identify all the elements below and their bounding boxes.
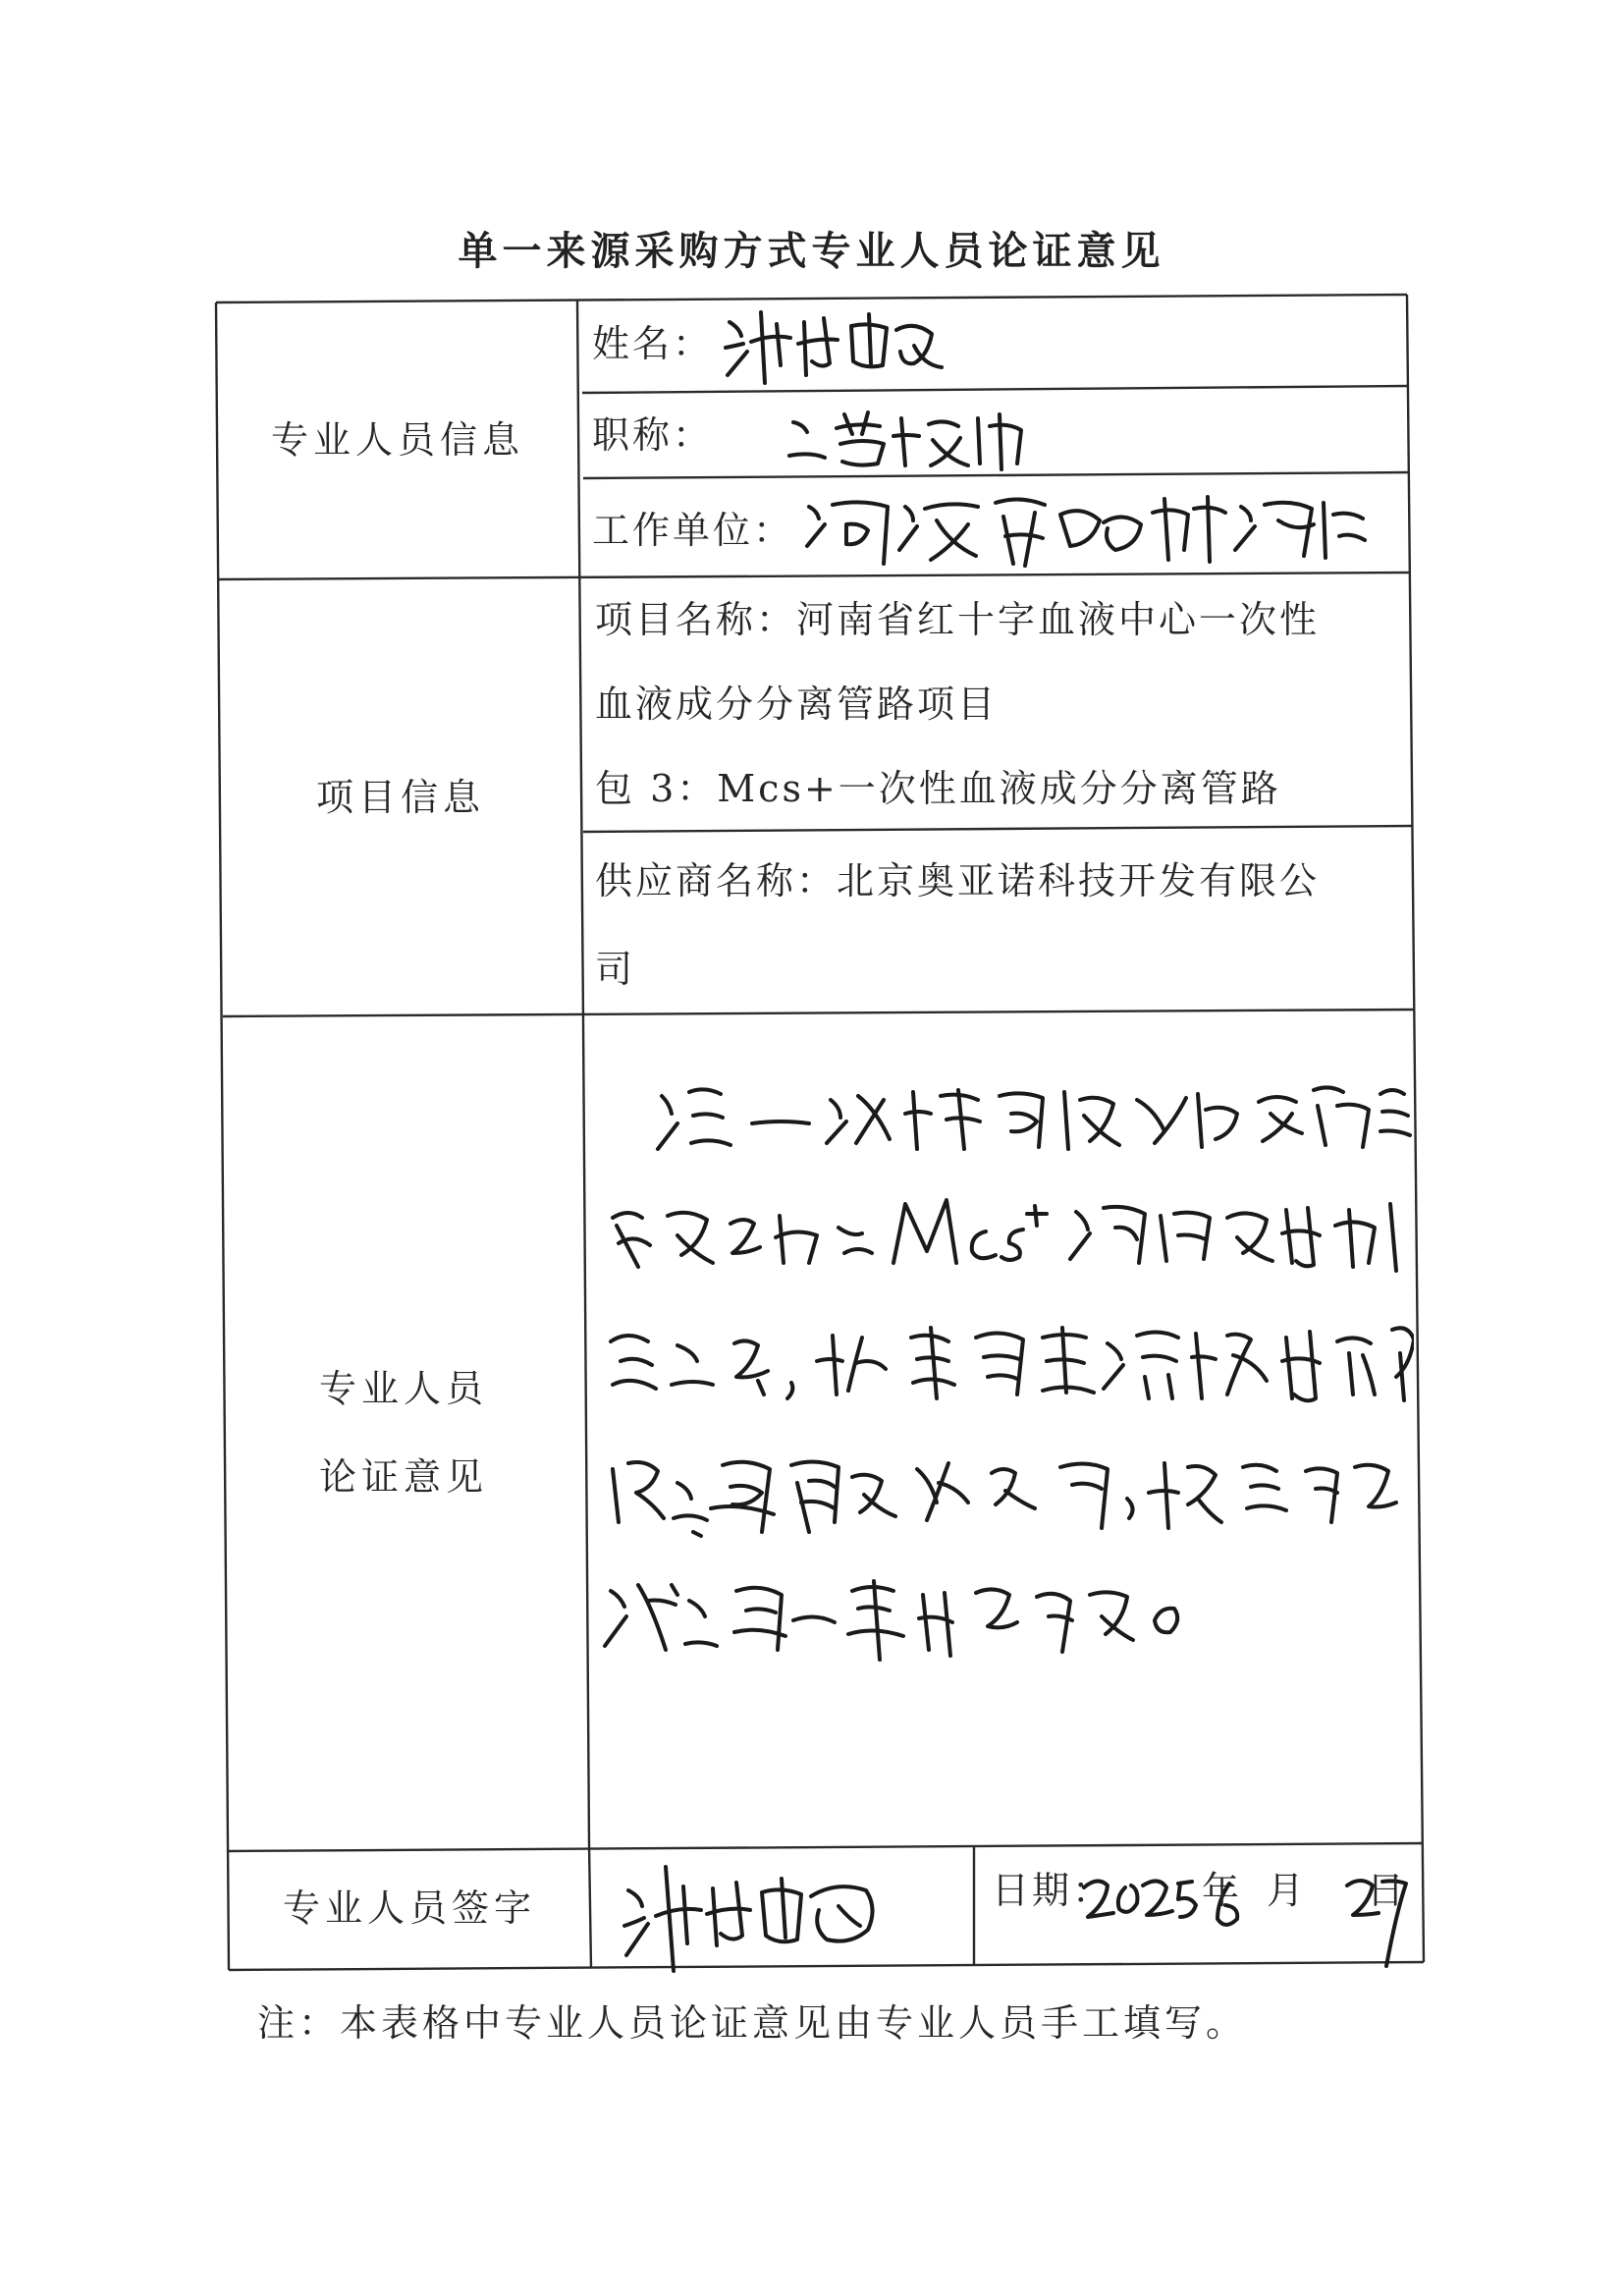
- handwritten-employer: [803, 485, 1373, 574]
- supplier-line1: 供应商名称：北京奥亚诺科技开发有限公: [595, 859, 1321, 902]
- date-month-unit: 月: [1267, 1869, 1305, 1912]
- title-label: 职称：: [592, 413, 714, 457]
- project-info-label: 项目信息: [315, 775, 485, 819]
- employer-label: 工作单位：: [592, 509, 794, 552]
- handwritten-date-digits: [1080, 1864, 1414, 1972]
- project-name-line1: 项目名称：河南省红十字血液中心一次性: [595, 598, 1321, 641]
- project-name-line2: 血液成分分离管路项目: [595, 683, 999, 726]
- date-year-unit: 年: [1202, 1869, 1240, 1912]
- opinion-label-line1: 专业人员: [318, 1367, 488, 1410]
- opinion-label: [224, 1016, 583, 1849]
- package-line: 包 3：Mcs+一次性血液成分分离管路: [595, 767, 1281, 810]
- handwritten-opinion: [599, 1070, 1414, 1679]
- date-day-unit: 日: [1367, 1869, 1405, 1912]
- handwritten-signature: [619, 1861, 903, 1979]
- date-label: 日期：: [992, 1869, 1113, 1912]
- opinion-label-line2: 论证意见: [318, 1455, 488, 1499]
- signature-label: 专业人员签字: [282, 1886, 536, 1930]
- handwritten-title: [785, 405, 1031, 473]
- opinion-handwritten-text: [0, 0, 1, 1]
- name-label: 姓名：: [592, 322, 714, 365]
- handwritten-name: [722, 304, 947, 388]
- form-title: 单一来源采购方式专业人员论证意见: [458, 228, 1165, 274]
- footnote: 注：本表格中专业人员论证意见由专业人员手工填写。: [257, 2001, 1248, 2045]
- professional-info-label: 专业人员信息: [270, 418, 524, 462]
- supplier-line2: 司: [595, 948, 636, 991]
